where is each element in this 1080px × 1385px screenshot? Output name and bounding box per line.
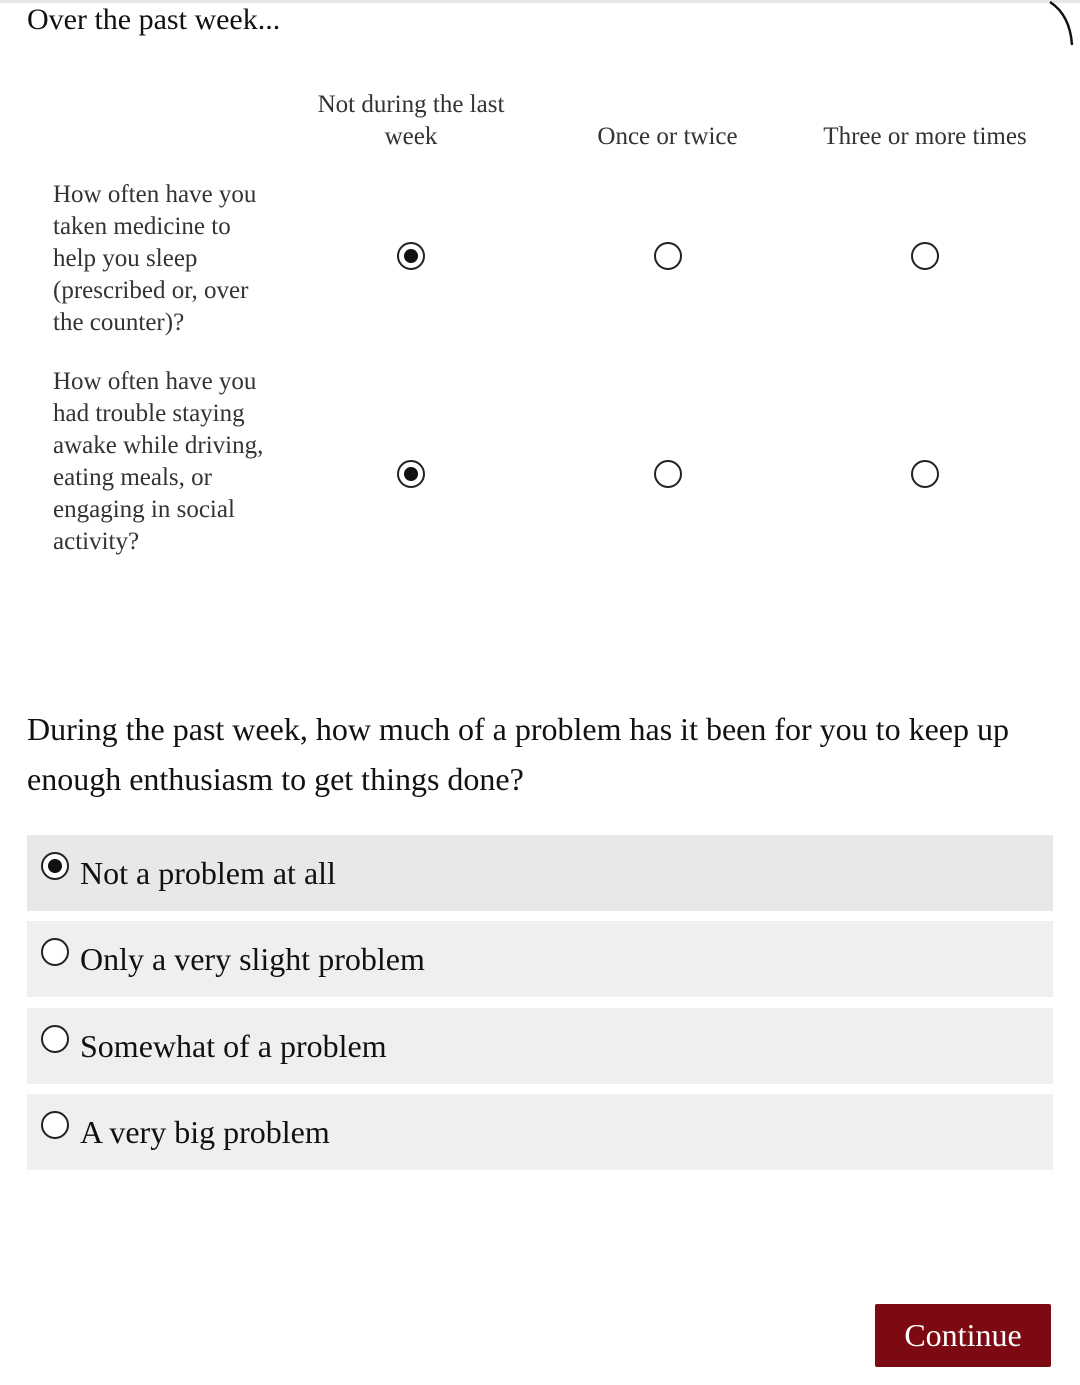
matrix-row1-radio-once-or-twice[interactable] [654, 242, 682, 270]
option-radio-somewhat-problem[interactable] [41, 1025, 69, 1053]
continue-button[interactable]: Continue [875, 1304, 1051, 1367]
corner-arc-decoration [1040, 0, 1080, 50]
matrix-column-header-once-or-twice: Once or twice [597, 123, 738, 150]
matrix-row1-radio-three-or-more[interactable] [911, 242, 939, 270]
matrix-row-label-staying-awake: How often have you had trouble staying awake while driving, eating meals, or engaging in social activity? [53, 368, 264, 555]
matrix-column-header-three-or-more: Three or more times [823, 123, 1027, 150]
option-radio-not-a-problem[interactable] [41, 852, 69, 880]
matrix-row1-radio-not-during[interactable] [397, 242, 425, 270]
option-not-a-problem[interactable] [27, 835, 1053, 911]
option-label-very-slight-problem: Only a very slight problem [80, 941, 425, 977]
question-enthusiasm-text: During the past week, how much of a problem has it been for you to keep up enough enthusiasm to get things done? [27, 711, 1009, 797]
section-title: Over the past week... [27, 3, 281, 36]
option-label-not-a-problem: Not a problem at all [80, 855, 336, 891]
matrix-row2-radio-three-or-more[interactable] [911, 460, 939, 488]
matrix-row2-radio-once-or-twice[interactable] [654, 460, 682, 488]
option-somewhat-problem[interactable] [27, 1008, 1053, 1084]
matrix-row-label-medicine: How often have you taken medicine to help you sleep (prescribed or, over the counter)? [53, 181, 257, 336]
option-radio-very-slight-problem[interactable] [41, 938, 69, 966]
option-very-big-problem[interactable] [27, 1094, 1053, 1170]
option-label-somewhat-problem: Somewhat of a problem [80, 1028, 387, 1064]
matrix-column-header-not-during: Not during the last week [317, 91, 505, 150]
matrix-row2-radio-not-during[interactable] [397, 460, 425, 488]
option-very-slight-problem[interactable] [27, 921, 1053, 997]
option-label-very-big-problem: A very big problem [80, 1114, 330, 1150]
option-radio-very-big-problem[interactable] [41, 1111, 69, 1139]
